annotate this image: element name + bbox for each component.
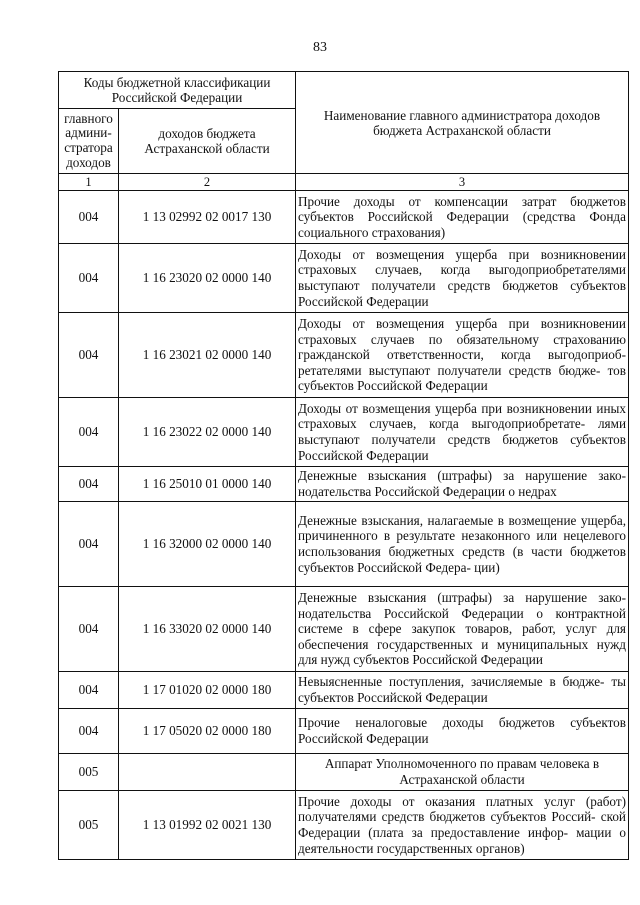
revenue-code-cell [119,754,296,791]
table-row [59,398,629,467]
revenue-code-cell: 1 13 01992 02 0021 130 [119,791,296,860]
table-row [59,791,629,860]
revenue-code-cell: 1 16 25010 01 0000 140 [119,467,296,502]
column-number-3: 3 [296,174,629,191]
revenue-code-cell: 1 17 01020 02 0000 180 [119,672,296,709]
header-codes-group: Коды бюджетной классификации Российской Федерации [59,72,296,109]
table-row [59,191,629,244]
description-cell: Прочие доходы от оказания платных услуг (работ) получателями средств бюджетов субъектов Россий- ской Федерации (плата за предоставление инфор- мации о деятельности государственных органов) [296,791,629,860]
table-row [59,709,629,754]
header-revenue-code: доходов бюджета Астраханской области [119,109,296,174]
revenue-code-cell: 1 16 23021 02 0000 140 [119,313,296,398]
admin-code-cell: 005 [59,791,119,860]
table-row [59,672,629,709]
admin-code-cell: 004 [59,398,119,467]
description-cell: Денежные взыскания (штрафы) за нарушение зако- нодательства Российской Федерации о недрах [296,467,629,502]
admin-code-cell: 004 [59,244,119,313]
description-cell: Денежные взыскания (штрафы) за нарушение зако- нодательства Российской Федерации о контрактной системе в сфере закупок товаров, работ, услуг для обеспечения государственных и муниципальных нужд для нужд субъектов Российской Федерации [296,587,629,672]
revenue-code-cell: 1 17 05020 02 0000 180 [119,709,296,754]
table-row [59,313,629,398]
description-cell: Доходы от возмещения ущерба при возникновении иных страховых случаев, когда выгодоприобретате- лями выступают получатели средств бюджетов субъектов Российской Федерации [296,398,629,467]
admin-code-cell: 004 [59,587,119,672]
admin-code-cell: 004 [59,502,119,587]
column-number-2: 2 [119,174,296,191]
revenue-code-cell: 1 16 33020 02 0000 140 [119,587,296,672]
table-row-section [59,754,629,791]
page-number: 83 [313,40,327,55]
section-title-cell: Аппарат Уполномоченного по правам человека в Астраханской области [296,754,629,791]
budget-classification-table [58,71,629,860]
revenue-code-cell: 1 13 02992 02 0017 130 [119,191,296,244]
header-admin-code: главного админи- стратора доходов [59,109,119,174]
description-cell: Прочие доходы от компенсации затрат бюджетов субъектов Российской Федерации (средства Фонда социального страхования) [296,191,629,244]
admin-code-cell: 004 [59,191,119,244]
table-row [59,502,629,587]
admin-code-cell: 004 [59,467,119,502]
header-administrator-name: Наименование главного администратора доходов бюджета Астраханской области [296,72,629,174]
table-row [59,244,629,313]
admin-code-cell: 004 [59,709,119,754]
column-number-1: 1 [59,174,119,191]
description-cell: Доходы от возмещения ущерба при возникновении страховых случаев по обязательному страхованию гражданской ответственности, когда выгодоприоб- ретателями выступают получатели средств бюдже- тов субъектов Российской Федерации [296,313,629,398]
description-cell: Денежные взыскания, налагаемые в возмещение ущерба, причиненного в результате незаконного или нецелевого использования бюджетных средств (в части бюджетов субъектов Российской Федера- ции) [296,502,629,587]
revenue-code-cell: 1 16 23022 02 0000 140 [119,398,296,467]
revenue-code-cell: 1 16 32000 02 0000 140 [119,502,296,587]
table-row [59,467,629,502]
description-cell: Доходы от возмещения ущерба при возникновении страховых случаев, когда выгодоприобретателями выступают получатели средств бюджетов субъектов Российской Федерации [296,244,629,313]
admin-code-cell: 005 [59,754,119,791]
description-cell: Невыясненные поступления, зачисляемые в бюдже- ты субъектов Российской Федерации [296,672,629,709]
revenue-code-cell: 1 16 23020 02 0000 140 [119,244,296,313]
admin-code-cell: 004 [59,313,119,398]
admin-code-cell: 004 [59,672,119,709]
description-cell: Прочие неналоговые доходы бюджетов субъектов Российской Федерации [296,709,629,754]
table-row [59,587,629,672]
